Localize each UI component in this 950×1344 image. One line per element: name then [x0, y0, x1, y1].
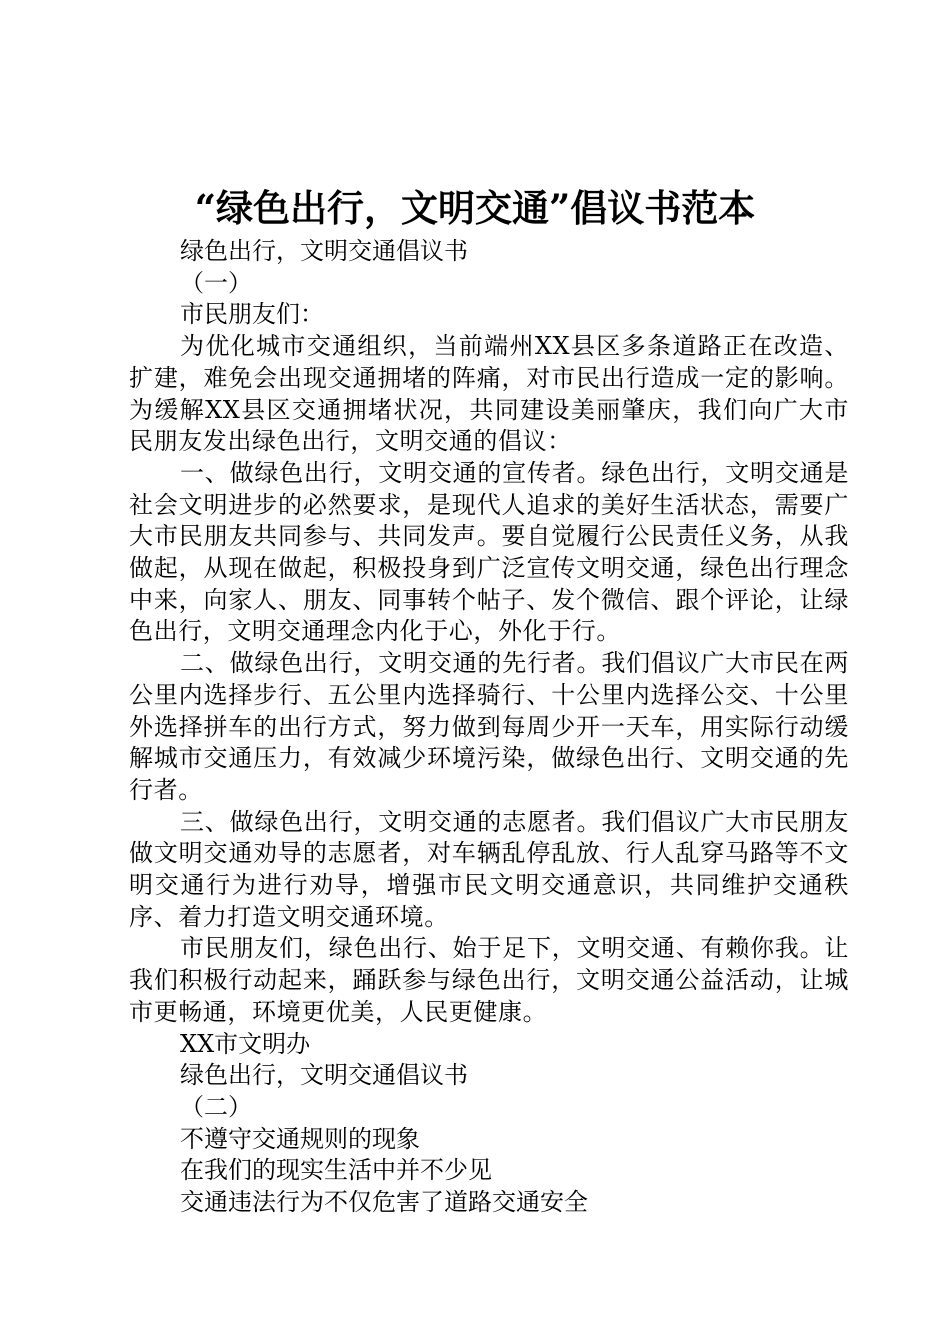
heading-line-2: 绿色出行，文明交通倡议书 [180, 1061, 468, 1090]
paragraph-intro: 为优化城市交通组织，当前端州XX县区多条道路正在改造、扩建，难免会出现交通拥堵的阵痛，对市民出行造成一定的影响。为缓解XX县区交通拥堵状况，共同建设美丽肇庆，我们向广大市民朋友发出绿色出行，文明交通的倡议： [129, 332, 849, 456]
text-line: 不遵守交通规则的现象 [180, 1124, 420, 1153]
heading-line: 绿色出行，文明交通倡议书 [180, 237, 468, 265]
paragraph-point-1: 一、做绿色出行，文明交通的宣传者。绿色出行，文明交通是社会文明进步的必然要求，是现代人追求的美好生活状态，需要广大市民朋友共同参与、共同发声。要自觉履行公民责任义务，从我做起，从现在做起，积极投身到广泛宣传文明交通，绿色出行理念中来，向家人、朋友、同事转个帖子、发个微信、跟个评论，让绿色出行，文明交通理念内化于心，外化于行。 [129, 458, 849, 646]
paragraph-closing: 市民朋友们，绿色出行、始于足下，文明交通、有赖你我。让我们积极行动起来，踊跃参与绿色出行，文明交通公益活动，让城市更畅通，环境更优美，人民更健康。 [129, 934, 849, 1026]
section-number: （一） [180, 268, 252, 297]
text-line: 交通违法行为不仅危害了道路交通安全 [180, 1188, 588, 1217]
paragraph-point-3: 三、做绿色出行，文明交通的志愿者。我们倡议广大市民朋友做文明交通劝导的志愿者，对车辆乱停乱放、行人乱穿马路等不文明交通行为进行劝导，增强市民文明交通意识，共同维护交通秩序、着力打造文明交通环境。 [129, 807, 849, 931]
paragraph-point-2: 二、做绿色出行，文明交通的先行者。我们倡议广大市民在两公里内选择步行、五公里内选择骑行、十公里内选择公交、十公里外选择拼车的出行方式，努力做到每周少开一天车，用实际行动缓解城市交通压力，有效减少环境污染，做绿色出行、文明交通的先行者。 [129, 649, 849, 804]
signature: XX市文明办 [180, 1029, 311, 1058]
document-body [129, 236, 849, 1219]
document-title: “绿色出行，文明交通”倡议书范本 [194, 186, 756, 230]
text-line: 在我们的现实生活中并不少见 [180, 1156, 492, 1185]
salutation: 市民朋友们： [180, 300, 324, 329]
section-number-2: （二） [180, 1092, 252, 1121]
